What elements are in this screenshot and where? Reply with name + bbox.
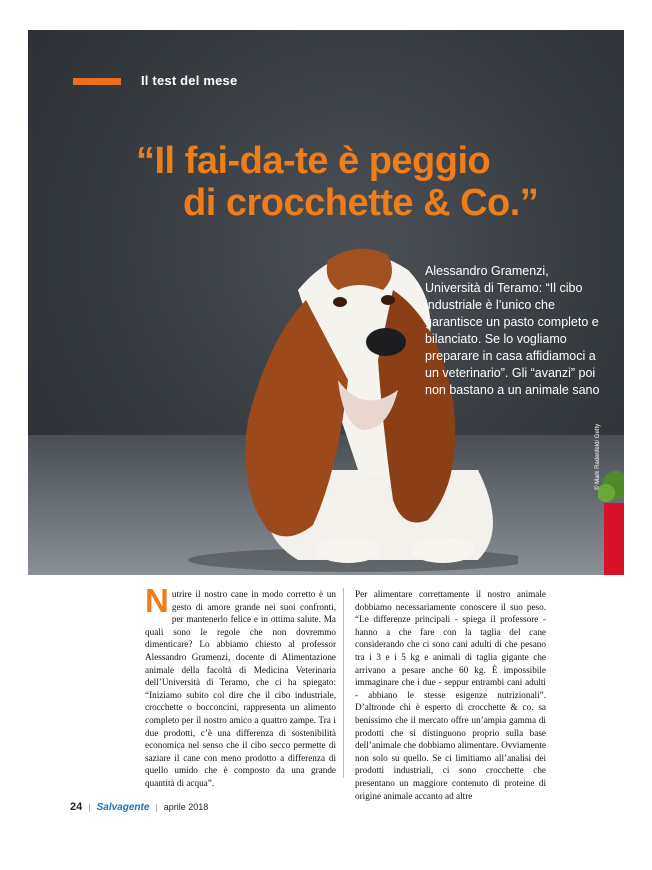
footer-separator: |: [155, 802, 158, 812]
article-text-1: utrire il nostro cane in modo corretto è un gesto di amore grande nei suoi confronti, per mantenerlo felice e in ottima salute. Ma quali sono le regole che non dovremmo dimenticare? Lo abbiamo chiesto al professor Alessandro Gramenzi, docente di Alimentazione animale della facoltà di Medicina Veterinaria dell’Università di Teramo, che ci ha spiegato: “Iniziamo subito col dire che il cibo industriale, crocchette o bocconcini, rappresenta un alimento completo per il nostro amico a quattro zampe. Tra i due prodotti, c’è una differenza di sostenibilità economica nel senso che il cibo secco permette di saziare il cane con meno prodotto a differenza di quello umido che è composto da una grande quantità di acqua”.: [145, 589, 336, 788]
page-footer: [70, 801, 208, 813]
flower-pot-image: [598, 465, 624, 575]
headline: [136, 140, 606, 224]
headline-line-1: “Il fai-da-te è peggio: [136, 140, 491, 182]
article-text-2: Per alimentare correttamente il nostro animale dobbiamo necessariamente conoscere il suo peso. “Le differenze principali - spiega il professore - hanno a che fare con la taglia del cane considerando che ci sono cani adulti di che pesano tra i 3 e i 5 kg e animali di taglia gigante che arrivano a pesare anche 60 kg. È impossibile immaginare che i due - seppur entrambi cani adulti - abbiano le stesse esigenze nutrizionali”. D’altronde chi è esperto di crocchette & co. sa benissimo che il mercato offre un’ampia gamma di prodotti che si distinguono proprio sulla base dell’animale che dobbiamo alimentare. Ovviamente non solo su quello. Se ci limitiamo all’analisi dei prodotti industriali, ci sono crocchette che presentano un maggiore contenuto di proteine di origine animale accanto ad altre: [355, 589, 546, 801]
headline-line-2: di crocchette & Co.”: [183, 182, 539, 224]
intro-text: Alessandro Gramenzi, Università di Teramo: “Il cibo industriale è l’unico che garantisce un pasto completo e bilanciato. Se lo vogliamo preparare in casa affidiamoci a un veterinario”. Gli “avanzi” poi non bastano a un animale sano: [425, 264, 600, 397]
column-divider: [343, 588, 344, 778]
page-number: 24: [70, 801, 83, 813]
hero-photo: [28, 30, 624, 575]
photo-credit: © Mark Radenfeld/ Getty: [595, 423, 601, 490]
section-label: Il test del mese: [141, 73, 238, 88]
section-accent-bar: [73, 78, 121, 85]
magazine-logo: Salvagente: [96, 801, 150, 813]
article-column-2: [355, 588, 546, 802]
drop-cap: N: [145, 582, 169, 619]
issue-date: aprile 2018: [163, 802, 209, 812]
footer-separator: |: [88, 802, 91, 812]
article-column-1: [145, 582, 336, 790]
